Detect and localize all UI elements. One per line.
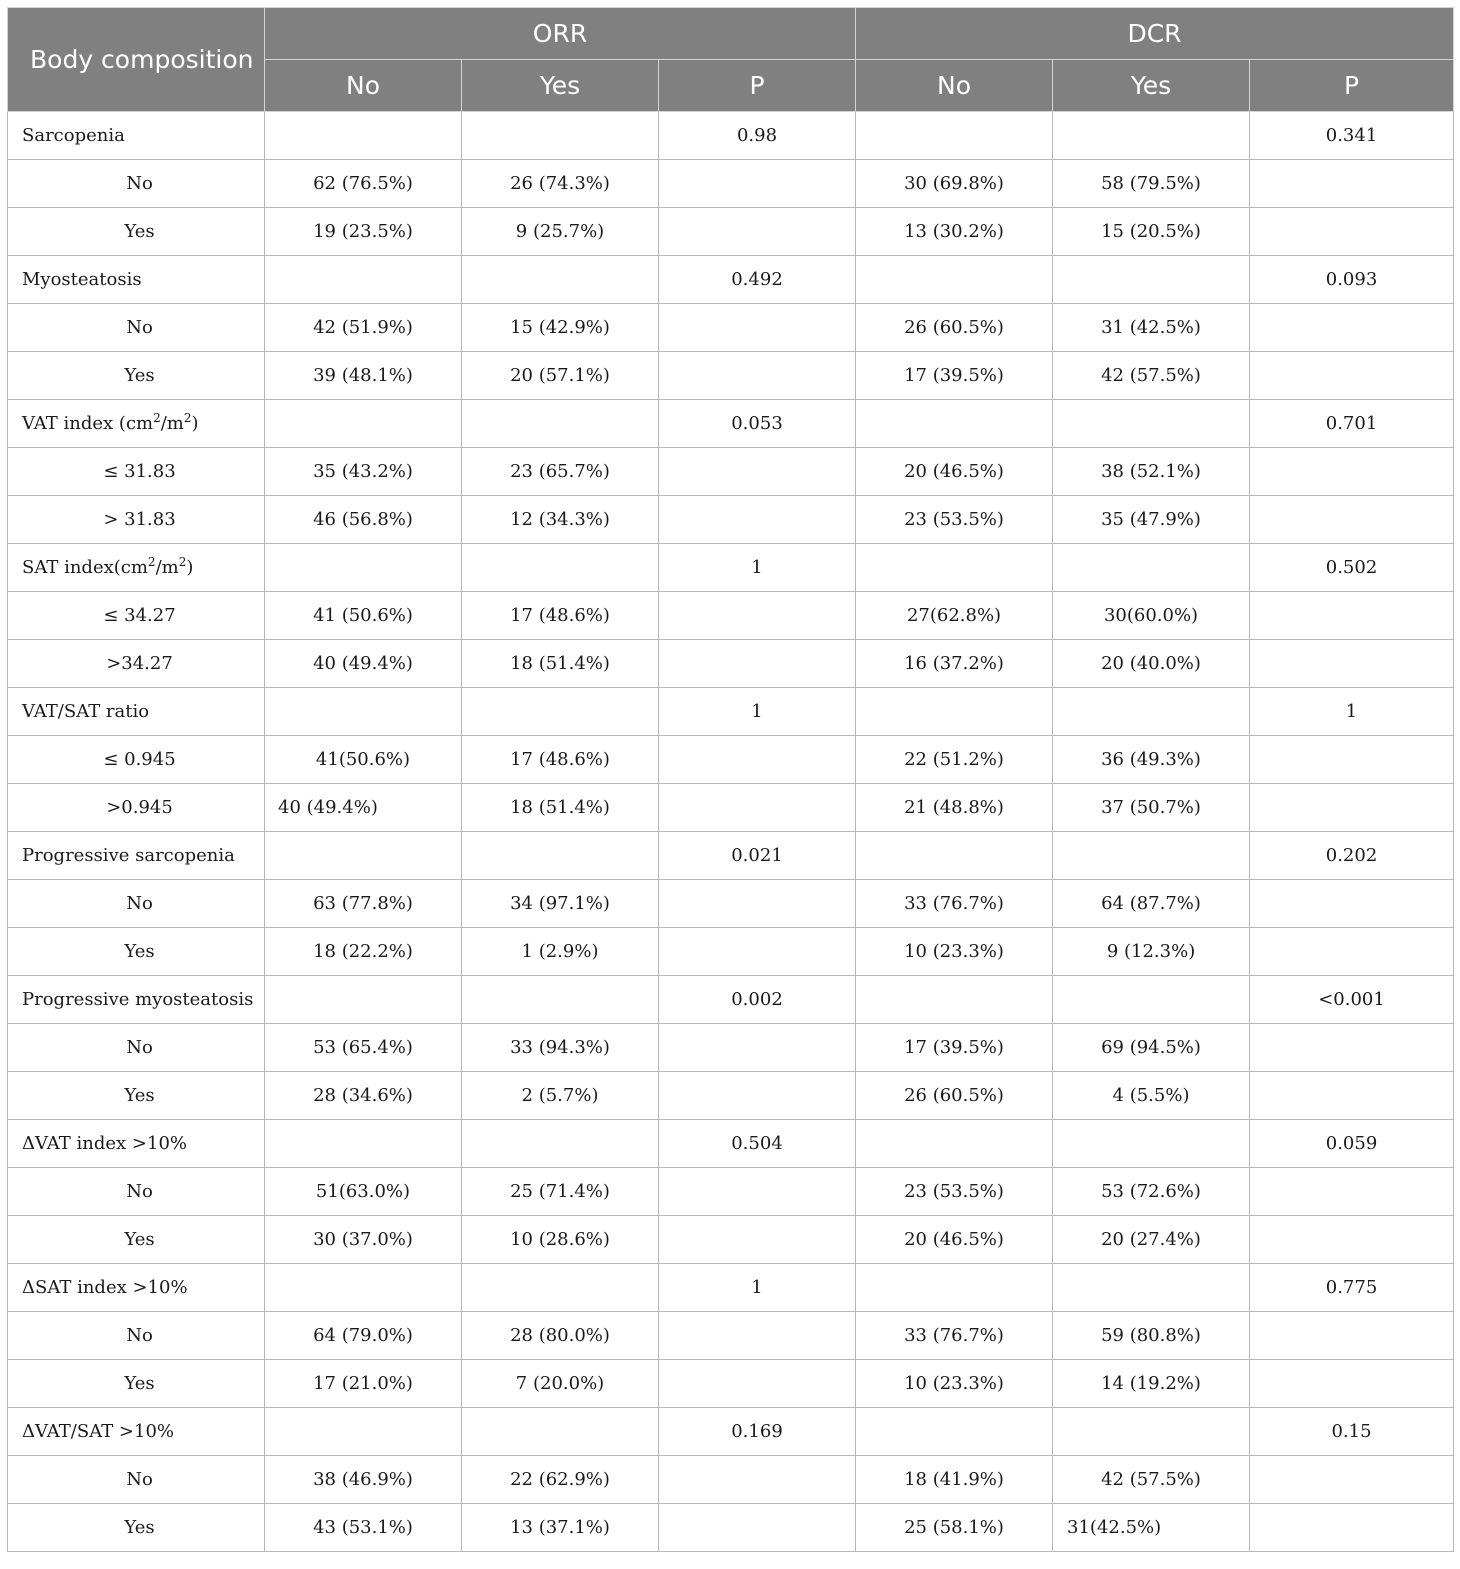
empty-cell	[856, 400, 1053, 448]
dcr-p-value: 0.202	[1250, 832, 1454, 880]
subgroup-cell	[8, 1024, 265, 1072]
orr-no-value: 40 (49.4%)	[265, 784, 462, 832]
table-row-category	[8, 112, 1454, 160]
empty-cell	[659, 496, 856, 544]
dcr-no-value: 17 (39.5%)	[856, 1024, 1053, 1072]
subgroup-label: Yes	[124, 941, 155, 962]
table-row-category	[8, 1264, 1454, 1312]
empty-cell	[265, 544, 462, 592]
empty-cell	[1250, 496, 1454, 544]
subgroup-label: Yes	[124, 1229, 155, 1250]
dcr-p-value: 1	[1250, 688, 1454, 736]
orr-no-value: 64 (79.0%)	[265, 1312, 462, 1360]
header-dcr-no: No	[856, 60, 1053, 112]
subgroup-cell	[8, 928, 265, 976]
header-orr-no: No	[265, 60, 462, 112]
subgroup-label: No	[126, 1037, 153, 1058]
empty-cell	[1250, 1504, 1454, 1552]
category-label: ΔVAT index >10%	[8, 1120, 265, 1168]
subgroup-label: Yes	[124, 365, 155, 386]
subgroup-cell	[8, 1504, 265, 1552]
subgroup-cell	[8, 784, 265, 832]
table-row-subgroup	[8, 160, 1454, 208]
category-label	[8, 400, 265, 448]
subgroup-cell	[8, 1456, 265, 1504]
category-label-part: )	[191, 413, 199, 434]
empty-cell	[1250, 880, 1454, 928]
empty-cell	[856, 832, 1053, 880]
table-row-subgroup	[8, 592, 1454, 640]
header-dcr-p: P	[1250, 60, 1454, 112]
dcr-yes-value: 30(60.0%)	[1053, 592, 1250, 640]
subgroup-label: No	[126, 1181, 153, 1202]
table-row-subgroup	[8, 448, 1454, 496]
orr-yes-value: 17 (48.6%)	[462, 592, 659, 640]
dcr-no-value: 23 (53.5%)	[856, 496, 1053, 544]
empty-cell	[1250, 160, 1454, 208]
table-row-subgroup	[8, 1072, 1454, 1120]
subgroup-label: ≤ 34.27	[103, 605, 176, 626]
subgroup-cell	[8, 1360, 265, 1408]
category-label-part: 2	[178, 555, 187, 569]
orr-yes-value: 15 (42.9%)	[462, 304, 659, 352]
subgroup-label: No	[126, 173, 153, 194]
dcr-no-value: 21 (48.8%)	[856, 784, 1053, 832]
header-orr-p: P	[659, 60, 856, 112]
empty-cell	[659, 1360, 856, 1408]
dcr-yes-value: 15 (20.5%)	[1053, 208, 1250, 256]
empty-cell	[659, 880, 856, 928]
subgroup-cell	[8, 736, 265, 784]
subgroup-label: ≤ 31.83	[103, 461, 176, 482]
table-row-subgroup	[8, 1312, 1454, 1360]
orr-p-value: 0.98	[659, 112, 856, 160]
empty-cell	[462, 1264, 659, 1312]
empty-cell	[265, 1408, 462, 1456]
orr-p-value: 0.169	[659, 1408, 856, 1456]
empty-cell	[1053, 112, 1250, 160]
empty-cell	[1250, 640, 1454, 688]
dcr-no-value: 30 (69.8%)	[856, 160, 1053, 208]
dcr-no-value: 20 (46.5%)	[856, 448, 1053, 496]
dcr-p-value: <0.001	[1250, 976, 1454, 1024]
orr-yes-value: 33 (94.3%)	[462, 1024, 659, 1072]
empty-cell	[462, 544, 659, 592]
category-label: ΔVAT/SAT >10%	[8, 1408, 265, 1456]
table-row-category	[8, 256, 1454, 304]
empty-cell	[659, 208, 856, 256]
category-label-part: 2	[153, 411, 161, 425]
dcr-yes-value: 31(42.5%)	[1053, 1504, 1250, 1552]
orr-no-value: 35 (43.2%)	[265, 448, 462, 496]
orr-no-value: 62 (76.5%)	[265, 160, 462, 208]
orr-p-value: 0.053	[659, 400, 856, 448]
orr-p-value: 1	[659, 544, 856, 592]
orr-yes-value: 2 (5.7%)	[462, 1072, 659, 1120]
table-row-subgroup	[8, 784, 1454, 832]
orr-yes-value: 7 (20.0%)	[462, 1360, 659, 1408]
empty-cell	[659, 1504, 856, 1552]
table-row-subgroup	[8, 928, 1454, 976]
dcr-no-value: 22 (51.2%)	[856, 736, 1053, 784]
table-row-category	[8, 832, 1454, 880]
table-row-subgroup	[8, 736, 1454, 784]
category-label: Myosteatosis	[8, 256, 265, 304]
empty-cell	[659, 160, 856, 208]
category-label-part: VAT index (cm	[22, 413, 154, 434]
table-row-subgroup	[8, 208, 1454, 256]
subgroup-cell	[8, 1168, 265, 1216]
empty-cell	[659, 1216, 856, 1264]
empty-cell	[1250, 1456, 1454, 1504]
orr-yes-value: 9 (25.7%)	[462, 208, 659, 256]
empty-cell	[265, 976, 462, 1024]
dcr-yes-value: 58 (79.5%)	[1053, 160, 1250, 208]
subgroup-label: No	[126, 1469, 153, 1490]
dcr-yes-value: 53 (72.6%)	[1053, 1168, 1250, 1216]
category-label: ΔSAT index >10%	[8, 1264, 265, 1312]
subgroup-cell	[8, 1312, 265, 1360]
dcr-no-value: 27(62.8%)	[856, 592, 1053, 640]
category-label-part: )	[186, 557, 194, 578]
empty-cell	[659, 352, 856, 400]
dcr-no-value: 18 (41.9%)	[856, 1456, 1053, 1504]
dcr-no-value: 33 (76.7%)	[856, 880, 1053, 928]
subgroup-cell	[8, 1216, 265, 1264]
dcr-yes-value: 14 (19.2%)	[1053, 1360, 1250, 1408]
empty-cell	[1053, 544, 1250, 592]
orr-no-value: 40 (49.4%)	[265, 640, 462, 688]
orr-p-value: 1	[659, 1264, 856, 1312]
empty-cell	[462, 112, 659, 160]
orr-no-value: 46 (56.8%)	[265, 496, 462, 544]
header-body-composition: Body composition	[8, 8, 265, 112]
subgroup-cell	[8, 352, 265, 400]
empty-cell	[462, 976, 659, 1024]
dcr-yes-value: 35 (47.9%)	[1053, 496, 1250, 544]
orr-no-value: 17 (21.0%)	[265, 1360, 462, 1408]
orr-yes-value: 23 (65.7%)	[462, 448, 659, 496]
empty-cell	[856, 688, 1053, 736]
empty-cell	[265, 400, 462, 448]
empty-cell	[462, 1408, 659, 1456]
dcr-no-value: 17 (39.5%)	[856, 352, 1053, 400]
dcr-p-value: 0.701	[1250, 400, 1454, 448]
dcr-yes-value: 4 (5.5%)	[1053, 1072, 1250, 1120]
category-label: VAT/SAT ratio	[8, 688, 265, 736]
dcr-no-value: 20 (46.5%)	[856, 1216, 1053, 1264]
orr-no-value: 41 (50.6%)	[265, 592, 462, 640]
empty-cell	[1250, 448, 1454, 496]
subgroup-cell	[8, 496, 265, 544]
category-label-part: SAT index(cm	[22, 557, 148, 578]
table-row-category	[8, 400, 1454, 448]
empty-cell	[1053, 976, 1250, 1024]
header-group-orr: ORR	[265, 8, 856, 60]
dcr-yes-value: 59 (80.8%)	[1053, 1312, 1250, 1360]
empty-cell	[1250, 1216, 1454, 1264]
empty-cell	[856, 976, 1053, 1024]
empty-cell	[1053, 1120, 1250, 1168]
subgroup-cell	[8, 592, 265, 640]
empty-cell	[856, 1408, 1053, 1456]
orr-no-value: 38 (46.9%)	[265, 1456, 462, 1504]
orr-yes-value: 18 (51.4%)	[462, 640, 659, 688]
table-row-subgroup	[8, 1168, 1454, 1216]
empty-cell	[1250, 1168, 1454, 1216]
orr-no-value: 28 (34.6%)	[265, 1072, 462, 1120]
dcr-no-value: 10 (23.3%)	[856, 1360, 1053, 1408]
orr-no-value: 42 (51.9%)	[265, 304, 462, 352]
subgroup-cell	[8, 880, 265, 928]
subgroup-label: Yes	[124, 1517, 155, 1538]
empty-cell	[1250, 352, 1454, 400]
empty-cell	[659, 1312, 856, 1360]
body-composition-table	[7, 7, 1454, 1552]
dcr-p-value: 0.059	[1250, 1120, 1454, 1168]
empty-cell	[1250, 784, 1454, 832]
table-row-subgroup	[8, 304, 1454, 352]
empty-cell	[659, 1168, 856, 1216]
dcr-no-value: 23 (53.5%)	[856, 1168, 1053, 1216]
orr-no-value: 39 (48.1%)	[265, 352, 462, 400]
category-label-part: /m	[155, 557, 179, 578]
orr-no-value: 18 (22.2%)	[265, 928, 462, 976]
dcr-p-value: 0.341	[1250, 112, 1454, 160]
subgroup-label: > 31.83	[103, 509, 176, 530]
category-label-part: /m	[160, 413, 184, 434]
empty-cell	[265, 1120, 462, 1168]
dcr-yes-value: 9 (12.3%)	[1053, 928, 1250, 976]
header-orr-yes: Yes	[462, 60, 659, 112]
dcr-no-value: 16 (37.2%)	[856, 640, 1053, 688]
dcr-yes-value: 36 (49.3%)	[1053, 736, 1250, 784]
empty-cell	[1250, 928, 1454, 976]
orr-yes-value: 26 (74.3%)	[462, 160, 659, 208]
empty-cell	[1250, 1024, 1454, 1072]
orr-yes-value: 34 (97.1%)	[462, 880, 659, 928]
empty-cell	[1053, 1408, 1250, 1456]
dcr-no-value: 25 (58.1%)	[856, 1504, 1053, 1552]
empty-cell	[1250, 208, 1454, 256]
empty-cell	[659, 592, 856, 640]
empty-cell	[1250, 1360, 1454, 1408]
empty-cell	[462, 1120, 659, 1168]
empty-cell	[462, 688, 659, 736]
table-row-subgroup	[8, 1504, 1454, 1552]
subgroup-label: ≤ 0.945	[103, 749, 176, 770]
dcr-yes-value: 20 (27.4%)	[1053, 1216, 1250, 1264]
category-label: Sarcopenia	[8, 112, 265, 160]
dcr-yes-value: 42 (57.5%)	[1053, 352, 1250, 400]
dcr-no-value: 26 (60.5%)	[856, 1072, 1053, 1120]
empty-cell	[856, 1264, 1053, 1312]
subgroup-cell	[8, 448, 265, 496]
dcr-yes-value: 64 (87.7%)	[1053, 880, 1250, 928]
table-row-subgroup	[8, 496, 1454, 544]
orr-yes-value: 13 (37.1%)	[462, 1504, 659, 1552]
empty-cell	[856, 256, 1053, 304]
empty-cell	[659, 736, 856, 784]
orr-yes-value: 18 (51.4%)	[462, 784, 659, 832]
table-row-subgroup	[8, 1456, 1454, 1504]
empty-cell	[659, 1024, 856, 1072]
empty-cell	[659, 784, 856, 832]
orr-yes-value: 1 (2.9%)	[462, 928, 659, 976]
dcr-yes-value: 37 (50.7%)	[1053, 784, 1250, 832]
orr-p-value: 1	[659, 688, 856, 736]
empty-cell	[856, 112, 1053, 160]
category-label-part: 2	[183, 411, 192, 425]
empty-cell	[1053, 832, 1250, 880]
orr-no-value: 53 (65.4%)	[265, 1024, 462, 1072]
orr-no-value: 41(50.6%)	[265, 736, 462, 784]
empty-cell	[265, 112, 462, 160]
empty-cell	[856, 544, 1053, 592]
empty-cell	[265, 832, 462, 880]
dcr-p-value: 0.502	[1250, 544, 1454, 592]
dcr-yes-value: 69 (94.5%)	[1053, 1024, 1250, 1072]
empty-cell	[462, 832, 659, 880]
dcr-p-value: 0.775	[1250, 1264, 1454, 1312]
dcr-p-value: 0.093	[1250, 256, 1454, 304]
orr-no-value: 51(63.0%)	[265, 1168, 462, 1216]
table-row-subgroup	[8, 352, 1454, 400]
empty-cell	[462, 256, 659, 304]
orr-yes-value: 28 (80.0%)	[462, 1312, 659, 1360]
empty-cell	[1250, 1312, 1454, 1360]
orr-yes-value: 22 (62.9%)	[462, 1456, 659, 1504]
empty-cell	[265, 1264, 462, 1312]
empty-cell	[265, 256, 462, 304]
orr-p-value: 0.002	[659, 976, 856, 1024]
empty-cell	[659, 304, 856, 352]
table-row-category	[8, 1408, 1454, 1456]
empty-cell	[659, 448, 856, 496]
subgroup-label: No	[126, 893, 153, 914]
empty-cell	[1250, 1072, 1454, 1120]
empty-cell	[659, 928, 856, 976]
subgroup-label: Yes	[124, 1373, 155, 1394]
table-row-category	[8, 976, 1454, 1024]
table-header	[8, 8, 1454, 112]
orr-yes-value: 17 (48.6%)	[462, 736, 659, 784]
dcr-no-value: 13 (30.2%)	[856, 208, 1053, 256]
empty-cell	[856, 1120, 1053, 1168]
table-row-category	[8, 688, 1454, 736]
orr-no-value: 63 (77.8%)	[265, 880, 462, 928]
category-label: Progressive myosteatosis	[8, 976, 265, 1024]
empty-cell	[659, 1072, 856, 1120]
orr-no-value: 19 (23.5%)	[265, 208, 462, 256]
empty-cell	[1053, 688, 1250, 736]
table-row-subgroup	[8, 1024, 1454, 1072]
table-row-category	[8, 1120, 1454, 1168]
subgroup-label: >34.27	[106, 653, 173, 674]
category-label	[8, 544, 265, 592]
orr-no-value: 30 (37.0%)	[265, 1216, 462, 1264]
table-row-subgroup	[8, 640, 1454, 688]
category-label-part: 2	[147, 555, 156, 569]
empty-cell	[1250, 304, 1454, 352]
orr-yes-value: 10 (28.6%)	[462, 1216, 659, 1264]
subgroup-cell	[8, 160, 265, 208]
subgroup-label: Yes	[124, 221, 155, 242]
empty-cell	[659, 1456, 856, 1504]
subgroup-cell	[8, 640, 265, 688]
dcr-yes-value: 38 (52.1%)	[1053, 448, 1250, 496]
body-composition-table-container	[7, 7, 1454, 1552]
empty-cell	[265, 688, 462, 736]
dcr-no-value: 33 (76.7%)	[856, 1312, 1053, 1360]
subgroup-cell	[8, 208, 265, 256]
subgroup-cell	[8, 1072, 265, 1120]
empty-cell	[1250, 736, 1454, 784]
dcr-no-value: 26 (60.5%)	[856, 304, 1053, 352]
orr-p-value: 0.021	[659, 832, 856, 880]
empty-cell	[1053, 256, 1250, 304]
dcr-yes-value: 42 (57.5%)	[1053, 1456, 1250, 1504]
subgroup-label: No	[126, 317, 153, 338]
header-group-dcr: DCR	[856, 8, 1454, 60]
orr-no-value: 43 (53.1%)	[265, 1504, 462, 1552]
empty-cell	[1250, 592, 1454, 640]
table-body	[8, 112, 1454, 1552]
orr-p-value: 0.504	[659, 1120, 856, 1168]
header-dcr-yes: Yes	[1053, 60, 1250, 112]
table-row-subgroup	[8, 880, 1454, 928]
dcr-yes-value: 20 (40.0%)	[1053, 640, 1250, 688]
subgroup-label: No	[126, 1325, 153, 1346]
dcr-yes-value: 31 (42.5%)	[1053, 304, 1250, 352]
orr-yes-value: 20 (57.1%)	[462, 352, 659, 400]
table-row-category	[8, 544, 1454, 592]
subgroup-label: >0.945	[106, 797, 173, 818]
dcr-p-value: 0.15	[1250, 1408, 1454, 1456]
table-row-subgroup	[8, 1360, 1454, 1408]
orr-yes-value: 25 (71.4%)	[462, 1168, 659, 1216]
empty-cell	[1053, 400, 1250, 448]
subgroup-label: Yes	[124, 1085, 155, 1106]
empty-cell	[1053, 1264, 1250, 1312]
category-label: Progressive sarcopenia	[8, 832, 265, 880]
table-row-subgroup	[8, 1216, 1454, 1264]
dcr-no-value: 10 (23.3%)	[856, 928, 1053, 976]
subgroup-cell	[8, 304, 265, 352]
empty-cell	[659, 640, 856, 688]
empty-cell	[462, 400, 659, 448]
orr-yes-value: 12 (34.3%)	[462, 496, 659, 544]
orr-p-value: 0.492	[659, 256, 856, 304]
